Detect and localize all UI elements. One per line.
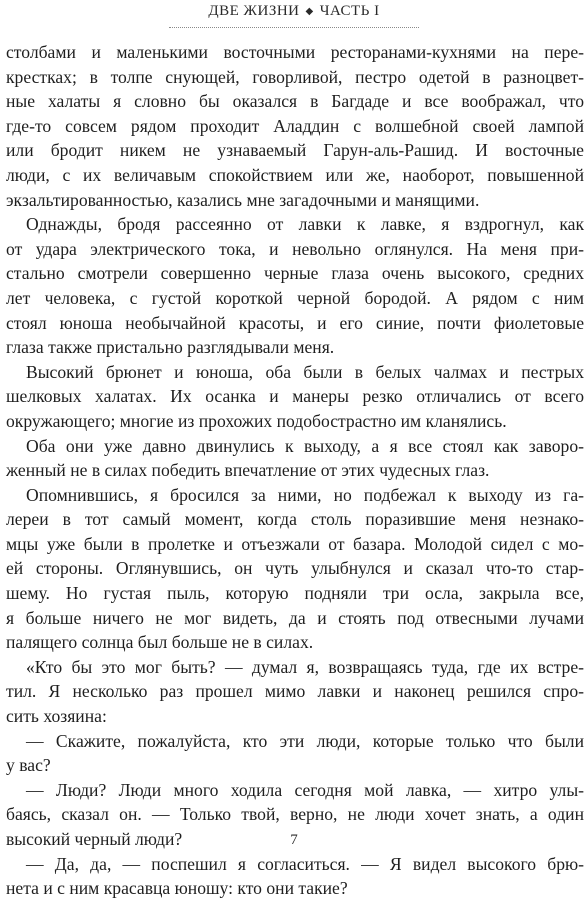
text-line: тил. Я несколько раз прошел мимо лавки и наконец решился спро-: [6, 681, 584, 702]
text-line: Опомнившись, я бросился за ними, но подбежал к выходу из га-: [26, 484, 584, 505]
diamond-separator-icon: ◆: [305, 6, 314, 17]
text-line: глаза также пристально разглядывали меня.: [6, 337, 335, 358]
text-line: баясь, сказал он. — Только твой, верно, не люди хочет знать, а один: [6, 804, 584, 825]
text-line: ные халаты я словно бы оказался в Багдаде и все воображал, что: [6, 91, 584, 112]
text-line: Высокий брюнет и юноша, оба были в белых чалмах и пестрых: [26, 361, 584, 382]
text-line: где-то совсем рядом проходит Аладдин с волшебной своей лампой: [6, 115, 584, 136]
text-line: люди, с их величавым спокойствием или же, наоборот, повышенной: [6, 164, 584, 185]
text-line: Однажды, бродя рассеянно от лавки к лавке, я вздрогнул, как: [26, 214, 584, 235]
text-line: от удара электрического тока, и невольно оглянулся. На меня при-: [6, 238, 584, 259]
text-line: — Люди? Люди много ходила сегодня мой лавка, — хитро улы-: [26, 779, 584, 800]
text-line: — Да, да, — поспешил я согласиться. — Я видел высокого брю-: [26, 853, 584, 874]
part-label: ЧАСТЬ I: [319, 3, 380, 19]
text-line: окружающего; многие из прохожих подобострастно им кланялись.: [6, 410, 507, 431]
text-line: нета и с ним красавца юношу: кто они такие?: [6, 878, 348, 899]
text-line: шему. Но густая пыль, которую подняли три осла, закрыла все,: [6, 583, 584, 604]
text-line: ей стороны. Оглянувшись, он чуть улыбнулся и сказал что-то стар-: [6, 558, 584, 579]
text-line: Оба они уже давно двинулись к выходу, а я все стоял как заворо-: [26, 435, 584, 456]
page-number: 7: [290, 832, 298, 848]
header-rule: [169, 27, 419, 28]
text-line: сить хозяина:: [6, 706, 107, 727]
text-line: «Кто бы это мог быть? — думал я, возвращаясь туда, где их встре-: [26, 656, 584, 677]
running-header: [0, 0, 588, 24]
text-line: стально смотрели совершенно черные глаза очень высокого, средних: [6, 263, 584, 284]
text-line: я больше ничего не мог видеть, да и стоять под отвесными лучами: [6, 607, 584, 628]
text-line: высокий черный люди?: [6, 829, 183, 849]
page-body: [6, 40, 584, 901]
text-line: или бродит никем не узнаваемый Гарун-аль-Рашид. И восточные: [6, 140, 584, 161]
text-line: мцы уже были в пролетке и отъезжали от базара. Молодой сидел с мо-: [6, 533, 584, 554]
text-line: лет человека, с густой короткой черной бородой. А рядом с ним: [6, 287, 584, 308]
text-line: лереи в тот самый момент, когда столь поразившие меня незнако-: [6, 509, 584, 530]
text-line: шелковых халатах. Их осанка и манеры резко отличались от всего: [6, 386, 584, 407]
text-line: палящего солнца был больше не в силах.: [6, 632, 314, 653]
text-line: у вас?: [6, 755, 51, 776]
text-line: — Скажите, пожалуйста, кто эти люди, которые только что были: [26, 730, 584, 751]
text-line: женный не в силах победить впечатление от этих чудесных глаз.: [6, 460, 490, 481]
text-line: столбами и маленькими восточными ресторанами-кухнями на пере-: [6, 42, 584, 62]
text-line: стоял юноша необычайной красоты, и его синие, почти фиолетовые: [6, 312, 584, 333]
text-line: экзальтированностью, казались мне загадочными и манящими.: [6, 189, 480, 210]
book-title: ДВЕ ЖИЗНИ: [208, 3, 300, 19]
text-line: крестках; в толпе снующей, говорливой, пестро одетой в разноцвет-: [6, 66, 584, 87]
